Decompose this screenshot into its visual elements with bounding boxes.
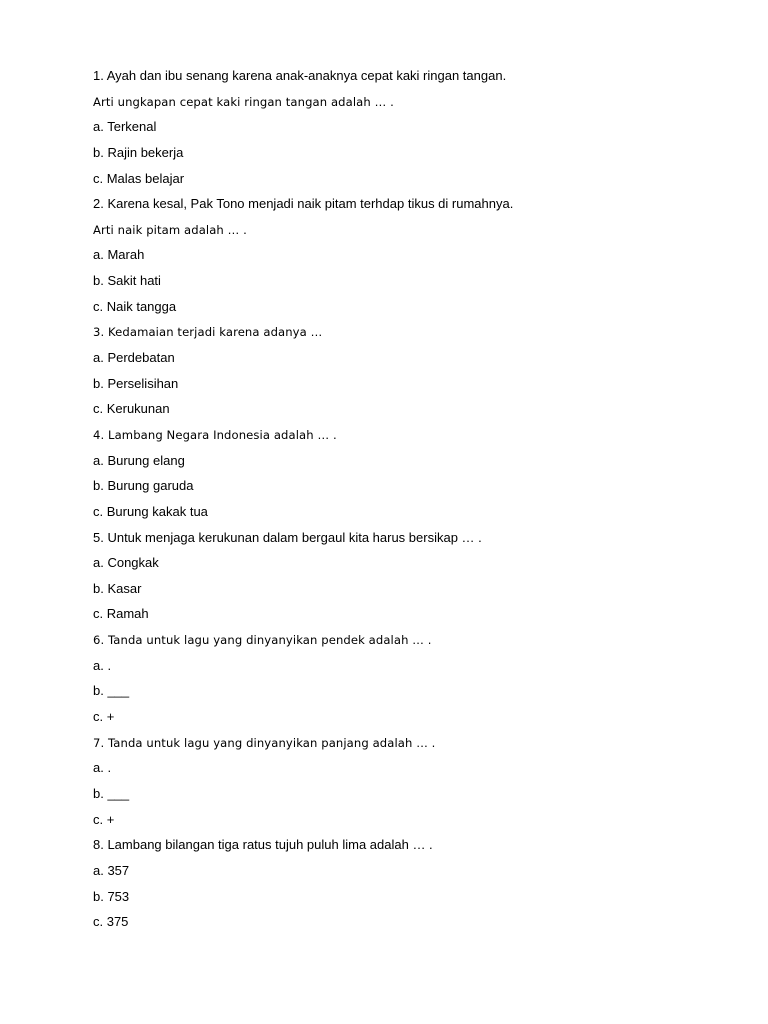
question-1-option-a: a. Terkenal xyxy=(93,119,157,135)
question-5-option-a: a. Congkak xyxy=(93,555,159,571)
question-6 xyxy=(93,629,733,732)
question-2-option-b: b. Sakit hati xyxy=(93,273,161,289)
question-7-option-c: c. + xyxy=(93,811,115,827)
question-2 xyxy=(93,193,733,321)
question-2-text: 2. Karena kesal, Pak Tono menjadi naik pitam terhdap tikus di rumahnya. xyxy=(93,196,514,212)
question-3-option-b: b. Perselisihan xyxy=(93,375,179,391)
question-5-option-b: b. Kasar xyxy=(93,580,142,596)
question-7 xyxy=(93,732,733,835)
question-1 xyxy=(93,65,733,193)
question-4-option-b: b. Burung garuda xyxy=(93,478,194,494)
question-1-prompt: Arti ungkapan cepat kaki ringan tangan adalah … . xyxy=(93,94,394,109)
question-4-option-a: a. Burung elang xyxy=(93,452,185,468)
question-8 xyxy=(93,834,733,937)
question-1-option-b: b. Rajin bekerja xyxy=(93,144,184,160)
question-3-option-c: c. Kerukunan xyxy=(93,401,170,417)
question-5-option-c: c. Ramah xyxy=(93,606,149,622)
question-7-option-a: a. . xyxy=(93,760,112,776)
question-4-option-c: c. Burung kakak tua xyxy=(93,503,208,519)
question-6-text: 6. Tanda untuk lagu yang dinyanyikan pendek adalah … . xyxy=(93,633,432,648)
question-8-option-c: c. 375 xyxy=(93,914,129,930)
question-4-text: 4. Lambang Negara Indonesia adalah … . xyxy=(93,427,337,442)
question-8-option-b: b. 753 xyxy=(93,888,130,904)
question-2-prompt: Arti naik pitam adalah … . xyxy=(93,222,247,237)
question-5-text: 5. Untuk menjaga kerukunan dalam bergaul kita harus bersikap … . xyxy=(93,529,482,545)
question-6-option-a: a. . xyxy=(93,657,112,673)
question-3-option-a: a. Perdebatan xyxy=(93,350,175,366)
question-7-text: 7. Tanda untuk lagu yang dinyanyikan panjang adalah … . xyxy=(93,735,436,750)
question-8-option-a: a. 357 xyxy=(93,862,130,878)
worksheet-page xyxy=(93,65,733,937)
question-2-option-a: a. Marah xyxy=(93,247,145,263)
question-6-option-b: b. ___ xyxy=(93,683,130,699)
question-1-text: 1. Ayah dan ibu senang karena anak-anaknya cepat kaki ringan tangan. xyxy=(93,68,507,83)
question-3-text: 3. Kedamaian terjadi karena adanya … xyxy=(93,325,323,340)
question-6-option-c: c. + xyxy=(93,709,115,725)
question-7-option-b: b. ___ xyxy=(93,785,130,801)
question-2-option-c: c. Naik tangga xyxy=(93,298,177,314)
question-5 xyxy=(93,527,733,630)
question-3 xyxy=(93,321,733,424)
question-8-text: 8. Lambang bilangan tiga ratus tujuh puluh lima adalah … . xyxy=(93,837,433,853)
question-1-option-c: c. Malas belajar xyxy=(93,170,185,186)
question-4 xyxy=(93,424,733,527)
